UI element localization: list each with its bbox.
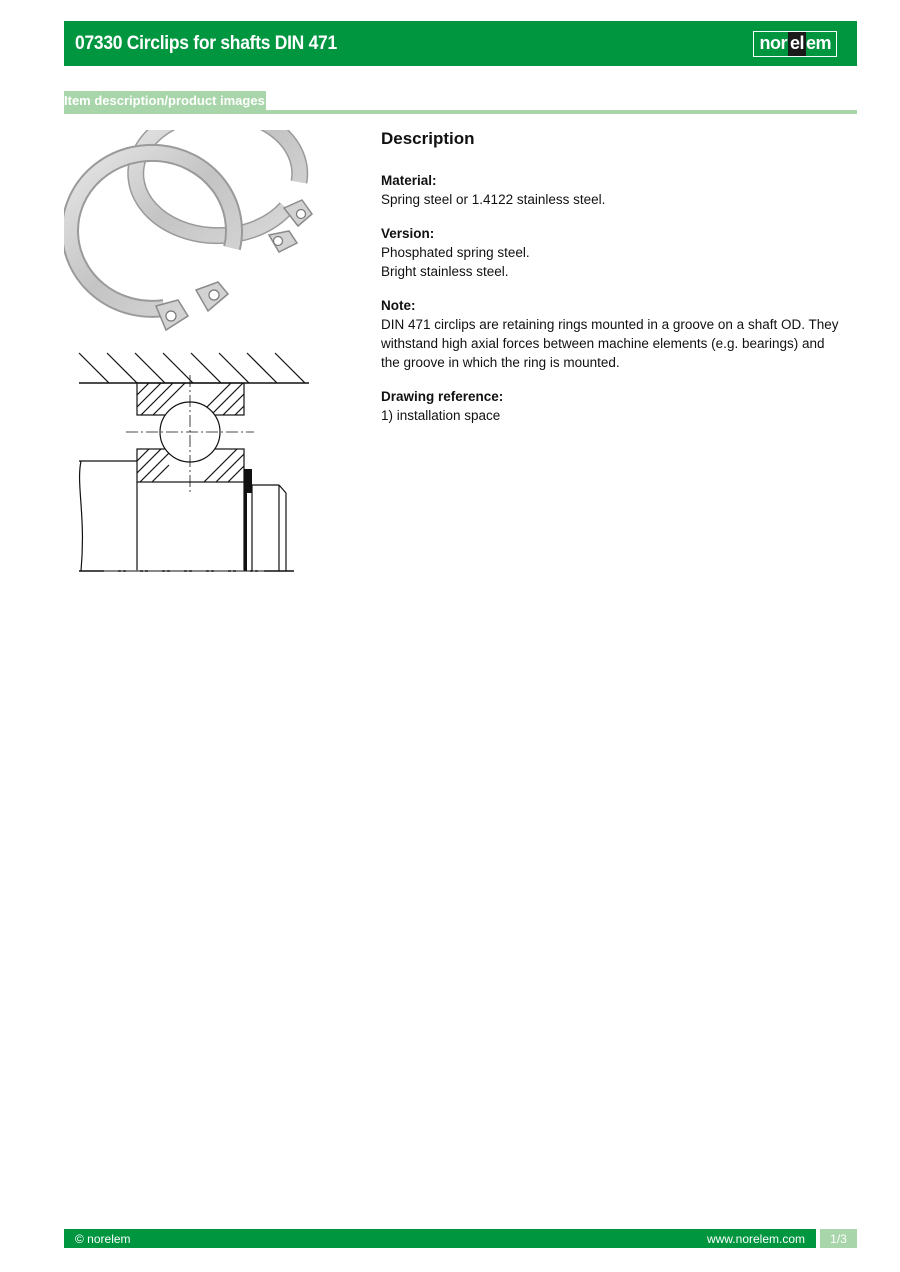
page-header xyxy=(64,21,857,66)
version-heading: Version: xyxy=(381,226,435,241)
footer-copyright: © norelem xyxy=(75,1231,131,1246)
installation-drawing-icon xyxy=(64,345,326,585)
page-title: 07330 Circlips for shafts DIN 471 xyxy=(75,32,337,54)
material-block xyxy=(381,171,841,209)
logo-part-1: nor xyxy=(759,32,787,53)
section-divider xyxy=(64,110,857,114)
footer-page-number: 1/3 xyxy=(820,1229,857,1248)
page-footer xyxy=(64,1229,857,1248)
note-text: DIN 471 circlips are retaining rings mounted in a groove on a shaft OD. They withstand high axial forces between machine elements (e.g. bearings) and the groove in which the ring is mounted. xyxy=(381,317,839,370)
footer-bar xyxy=(64,1229,816,1248)
drawing-reference-text: 1) installation space xyxy=(381,408,501,423)
logo-part-3: em xyxy=(805,32,831,53)
material-text: Spring steel or 1.4122 stainless steel. xyxy=(381,192,606,207)
note-heading: Note: xyxy=(381,298,416,313)
version-block xyxy=(381,224,841,281)
drawing-reference-heading: Drawing reference: xyxy=(381,389,504,404)
section-header xyxy=(64,91,857,114)
version-text-2: Bright stainless steel. xyxy=(381,264,509,279)
description-panel xyxy=(381,128,841,440)
material-heading: Material: xyxy=(381,173,437,188)
logo-part-2: el xyxy=(788,32,806,56)
drawing-reference-block xyxy=(381,387,841,425)
section-label: Item description/product images xyxy=(64,93,265,108)
version-text-1: Phosphated spring steel. xyxy=(381,245,530,260)
circlip-photo-icon xyxy=(64,130,326,340)
footer-website-link[interactable]: www.norelem.com xyxy=(706,1231,805,1246)
note-block xyxy=(381,296,841,372)
norelem-logo xyxy=(753,31,837,57)
description-title: Description xyxy=(381,129,475,148)
